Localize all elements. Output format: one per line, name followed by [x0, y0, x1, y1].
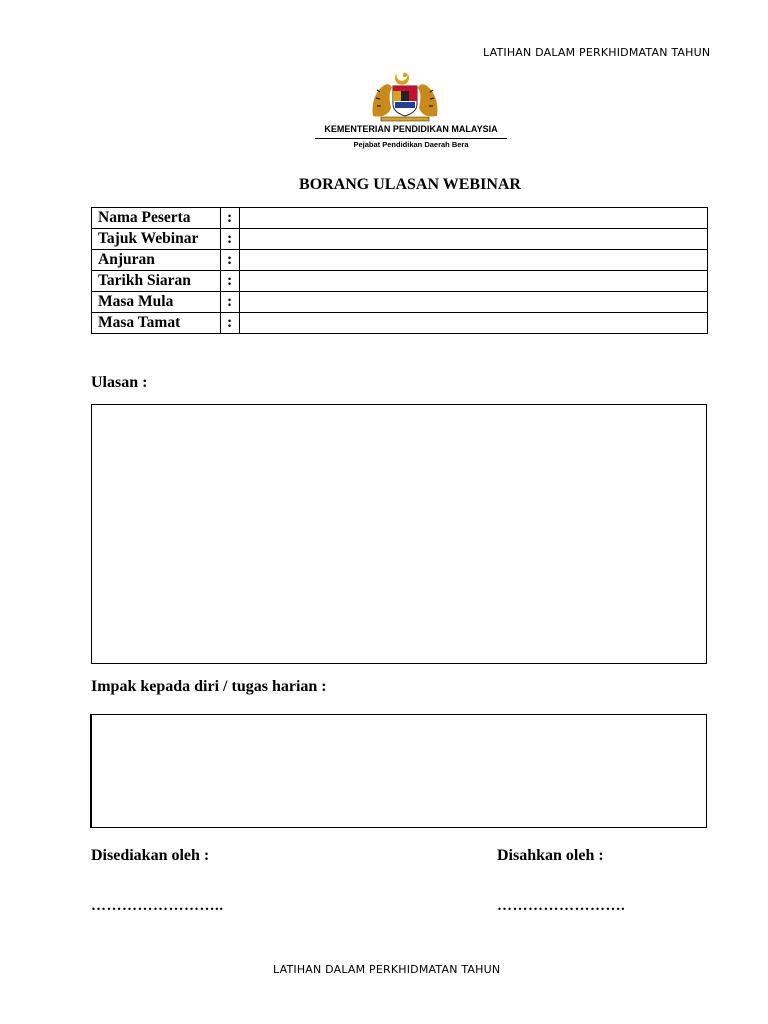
participant-info-table — [91, 207, 708, 334]
masa-mula-field[interactable] — [240, 292, 708, 313]
field-label: Masa Tamat — [92, 313, 221, 334]
field-label: Tarikh Siaran — [92, 271, 221, 292]
tarikh-siaran-field[interactable] — [240, 271, 708, 292]
prepared-by-label: Disediakan oleh : — [91, 847, 210, 864]
page-header: LATIHAN DALAM PERKHIDMATAN TAHUN — [483, 46, 711, 59]
field-label: Nama Peserta — [92, 208, 221, 229]
page-footer: LATIHAN DALAM PERKHIDMATAN TAHUN — [273, 963, 501, 976]
field-label: Tajuk Webinar — [92, 229, 221, 250]
table-row — [92, 208, 708, 229]
anjuran-field[interactable] — [240, 250, 708, 271]
field-separator: : — [221, 229, 240, 250]
logo-divider — [315, 138, 507, 139]
malaysia-coat-of-arms-icon — [367, 70, 443, 122]
table-row — [92, 271, 708, 292]
approved-by-label: Disahkan oleh : — [497, 847, 604, 864]
field-separator: : — [221, 208, 240, 229]
form-title: BORANG ULASAN WEBINAR — [299, 176, 521, 193]
impact-label: Impak kepada diri / tugas harian : — [91, 678, 327, 695]
district-office-name: Pejabat Pendidikan Daerah Bera — [353, 140, 469, 149]
prepared-by-signature-line[interactable]: …………………….. — [91, 898, 224, 914]
approved-by-signature-line[interactable]: ……………………. — [497, 898, 626, 914]
field-separator: : — [221, 250, 240, 271]
tajuk-webinar-field[interactable] — [240, 229, 708, 250]
impact-box[interactable] — [90, 714, 707, 828]
review-box[interactable] — [91, 404, 707, 664]
field-separator: : — [221, 271, 240, 292]
review-label: Ulasan : — [91, 374, 148, 391]
field-label: Masa Mula — [92, 292, 221, 313]
table-row — [92, 229, 708, 250]
nama-peserta-field[interactable] — [240, 208, 708, 229]
table-row — [92, 292, 708, 313]
masa-tamat-field[interactable] — [240, 313, 708, 334]
table-row — [92, 250, 708, 271]
field-separator: : — [221, 313, 240, 334]
table-row — [92, 313, 708, 334]
field-label: Anjuran — [92, 250, 221, 271]
field-separator: : — [221, 292, 240, 313]
ministry-name: KEMENTERIAN PENDIDIKAN MALAYSIA — [324, 124, 498, 134]
